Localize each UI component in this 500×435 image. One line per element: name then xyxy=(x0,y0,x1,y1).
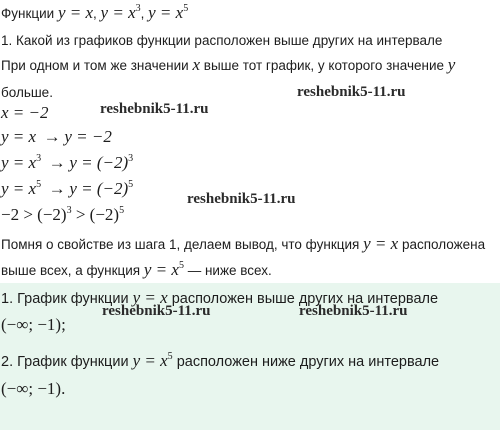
x-value xyxy=(1,104,49,123)
watermark: reshebnik5-11.ru xyxy=(299,303,408,319)
hint-var-x: x xyxy=(192,55,200,74)
title-function-3-exp: 5 xyxy=(183,3,189,14)
eq3-right: y = (−2) xyxy=(69,179,129,198)
answer-2 xyxy=(1,352,439,371)
arrow-icon: → xyxy=(48,179,66,198)
eq3-left-exp: 5 xyxy=(36,179,42,190)
eq3-left: y = x xyxy=(1,179,37,198)
conclusion-line-1 xyxy=(1,235,485,254)
conclusion-text-b: расположена xyxy=(401,237,486,252)
answer-1-text-a: 1. График функции xyxy=(1,291,129,307)
eq3-right-exp: 5 xyxy=(128,179,134,190)
eq1-right: y = −2 xyxy=(64,127,112,146)
answer-2-func-exp: 5 xyxy=(167,351,173,362)
equation-1 xyxy=(1,128,112,147)
arrow-icon: → xyxy=(48,153,66,172)
equation-2 xyxy=(1,154,133,173)
inequality xyxy=(1,206,124,225)
title-function-2-exp: 3 xyxy=(135,3,141,14)
answer-2-interval xyxy=(1,380,65,399)
title-function-3: y = x xyxy=(148,3,184,22)
watermark: reshebnik5-11.ru xyxy=(297,84,406,100)
inequality-part-b-exp: 5 xyxy=(119,205,125,216)
inequality-part-a-exp: 3 xyxy=(66,205,72,216)
answer-2-text-a: 2. График функции xyxy=(1,354,129,370)
inequality-part-a: −2 > (−2) xyxy=(1,205,67,224)
answer-1-interval xyxy=(1,316,66,335)
answer-2-text-b: расположен ниже других на интервале xyxy=(176,354,440,370)
conclusion-text-a: Помня о свойстве из шага 1, делаем вывод, что функция xyxy=(1,237,360,252)
page-title: Функции y = x, $y = x^3$, $y = x^5$ xyxy=(1,3,189,22)
title-function-1: y = x xyxy=(57,3,94,22)
arrow-icon: → xyxy=(43,127,61,146)
answer-1-func: y = x xyxy=(132,288,168,307)
eq2-left-exp: 3 xyxy=(36,153,42,164)
answer-1-interval-text: (−∞; −1); xyxy=(1,315,66,334)
eq1-left: y = x xyxy=(1,127,37,146)
conclusion-text-c: выше всех, а функция xyxy=(1,263,141,278)
hint-line-2: больше. xyxy=(1,85,53,100)
title-prefix: Функции xyxy=(1,6,55,21)
conclusion-func-2: y = x xyxy=(143,260,179,279)
hint-line-1 xyxy=(1,56,455,75)
x-value-text: x = −2 xyxy=(1,103,49,122)
conclusion-text-d: — ниже всех. xyxy=(187,263,272,278)
question-text: 1. Какой из графиков функции расположен выше других на интервале xyxy=(1,33,443,48)
answer-1-text-b: расположен выше других на интервале xyxy=(171,291,439,307)
watermark: reshebnik5-11.ru xyxy=(187,191,296,207)
watermark: reshebnik5-11.ru xyxy=(100,101,209,117)
answer-2-interval-text: (−∞; −1). xyxy=(1,379,66,398)
conclusion-func-2-exp: 5 xyxy=(178,260,184,271)
inequality-part-b: > (−2) xyxy=(71,205,120,224)
title-function-2: y = x xyxy=(100,3,136,22)
answer-2-func: y = x xyxy=(132,351,168,370)
equation-3 xyxy=(1,180,133,199)
eq2-right: y = (−2) xyxy=(69,153,129,172)
eq2-left: y = x xyxy=(1,153,37,172)
watermark: reshebnik5-11.ru xyxy=(102,303,211,319)
hint-text-b: выше тот график, у которого значение xyxy=(203,58,445,73)
hint-text-a: При одном и том же значении xyxy=(1,58,189,73)
conclusion-line-2 xyxy=(1,261,272,280)
eq2-right-exp: 3 xyxy=(128,153,134,164)
conclusion-func-1: y = x xyxy=(363,234,399,253)
hint-var-y: y xyxy=(447,55,456,74)
